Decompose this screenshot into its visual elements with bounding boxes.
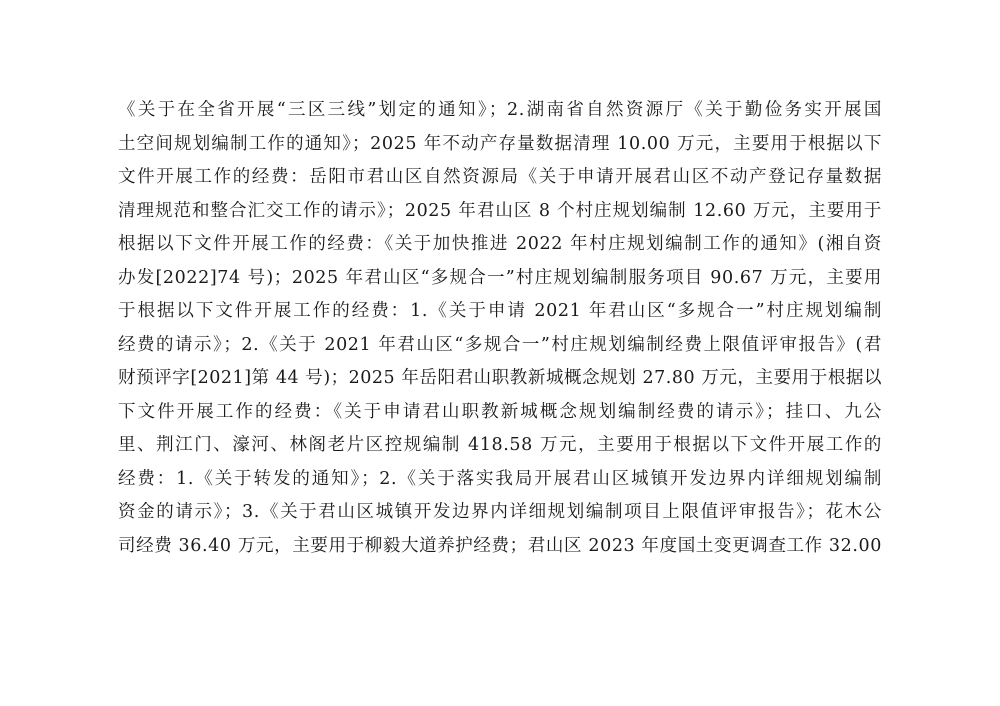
- text-line: 司经费 36.40 万元，主要用于柳毅大道养护经费；君山区 2023 年度国土变更调查工作 32.00: [118, 535, 882, 556]
- text-line: 《关于在全省开展“三区三线”划定的通知》；2.湖南省自然资源厅《关于勤俭务实开展国: [118, 100, 882, 120]
- text-line: 经费：1.《关于转发的通知》；2.《关于落实我局开展君山区城镇开发边界内详细规划编制: [118, 468, 882, 489]
- text-line: 清理规范和整合汇交工作的请示》；2025 年君山区 8 个村庄规划编制 12.60 万元，主要用于: [118, 200, 882, 221]
- text-line: 办发[2022]74 号)；2025 年君山区“多规合一”村庄规划编制服务项目 90.67 万元，主要用: [118, 267, 882, 288]
- text-line: 土空间规划编制工作的通知》；2025 年不动产存量数据清理 10.00 万元，主要用于根据以下: [118, 133, 882, 154]
- text-line: 财预评字[2021]第 44 号)；2025 年岳阳君山职教新城概念规划 27.80 万元，主要用于根据以: [118, 368, 882, 388]
- text-line: 根据以下文件开展工作的经费：《关于加快推进 2022 年村庄规划编制工作的通知》(湘自资: [118, 234, 882, 254]
- text-line: 文件开展工作的经费：岳阳市君山区自然资源局《关于申请开展君山区不动产登记存量数据: [118, 167, 882, 187]
- text-line: 下文件开展工作的经费：《关于申请君山职教新城概念规划编制经费的请示》；挂口、九公: [118, 401, 882, 422]
- body-paragraph: [118, 94, 882, 563]
- text-line: 资金的请示》；3.《关于君山区城镇开发边界内详细规划编制项目上限值评审报告》；花木公: [118, 502, 882, 522]
- text-line: 经费的请示》；2.《关于 2021 年君山区“多规合一”村庄规划编制经费上限值评审报告》(君: [118, 334, 882, 355]
- text-line: 于根据以下文件开展工作的经费：1.《关于申请 2021 年君山区“多规合一”村庄规划编制: [118, 301, 882, 321]
- text-line: 里、荆江门、濠河、林阁老片区控规编制 418.58 万元，主要用于根据以下文件开展工作的: [118, 435, 882, 455]
